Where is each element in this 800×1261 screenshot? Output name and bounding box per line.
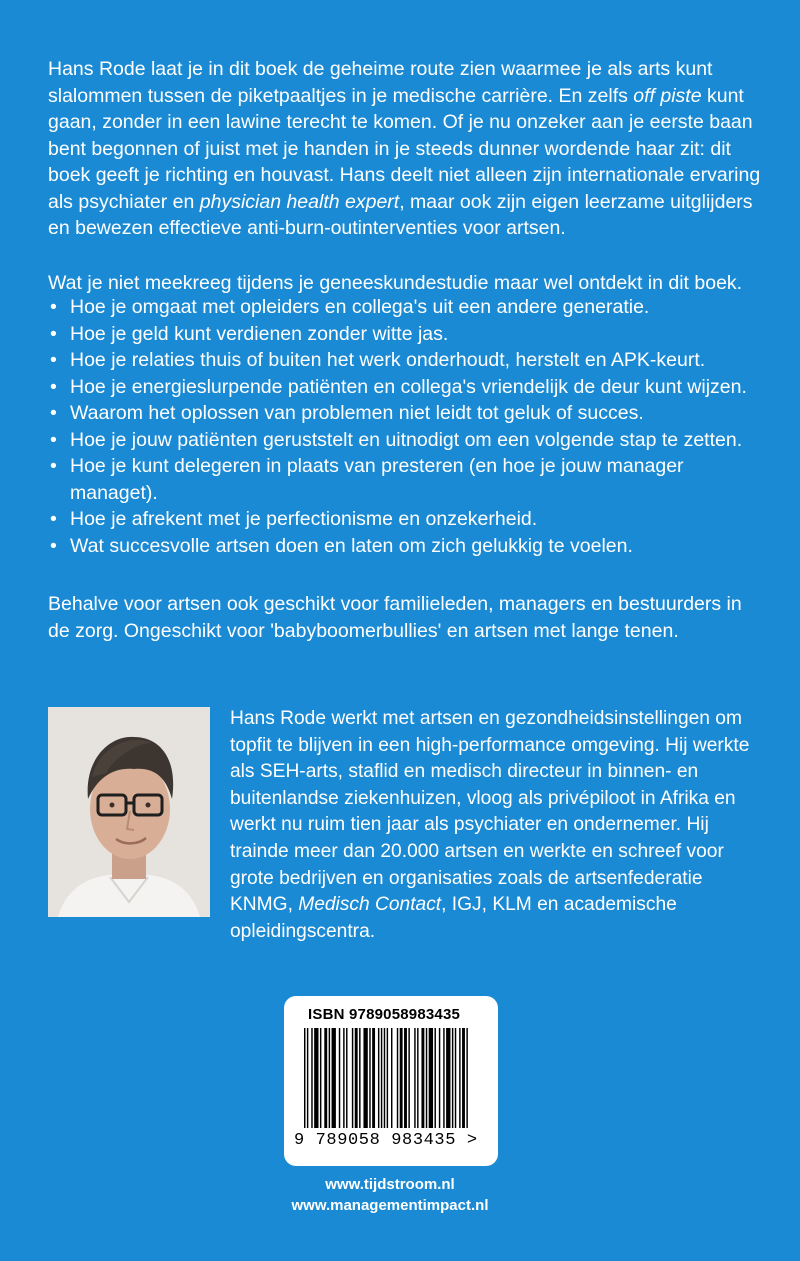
benefits-list (48, 294, 764, 559)
barcode-bars (304, 1028, 478, 1128)
list-item: • Hoe je omgaat met opleiders en collega's uit een andere generatie. (48, 294, 764, 321)
barcode-bar (462, 1028, 465, 1128)
barcode-bar (311, 1028, 312, 1128)
barcode-bar (435, 1028, 436, 1128)
intro-italic-1: off piste (633, 84, 702, 107)
barcode-bar (443, 1028, 444, 1128)
url-managementimpact[interactable]: www.managementimpact.nl (291, 1197, 489, 1214)
barcode-bar (320, 1028, 321, 1128)
barcode-bar (397, 1028, 398, 1128)
list-item: • Hoe je jouw patiënten geruststelt en uitnodigt om een volgende stap te zetten. (48, 427, 764, 454)
isbn-barcode (284, 996, 498, 1166)
barcode-bar (408, 1028, 409, 1128)
barcode-bar (446, 1028, 450, 1128)
intro-italic-2: physician health expert (199, 190, 400, 213)
intro-text-1: Hans Rode laat je in dit boek de geheime route zien waarmee je als arts kunt slalommen tussen de piketpaaltjes in je medische carrière. En zelfs (48, 58, 713, 107)
bio-text-2: , IGJ, KLM en academische opleidingscentra. (230, 894, 677, 942)
barcode-bar (352, 1028, 353, 1128)
barcode-bar (455, 1028, 456, 1128)
barcode-bar (387, 1028, 388, 1128)
barcode-bar (400, 1028, 403, 1128)
list-item: • Hoe je afrekent met je perfectionisme en onzekerheid. (48, 506, 764, 533)
author-photo (48, 707, 210, 917)
barcode-bar (439, 1028, 440, 1128)
url-tijdstroom[interactable]: www.tijdstroom.nl (325, 1176, 455, 1193)
isbn-label: ISBN 9789058983435 (308, 1006, 461, 1023)
barcode-bar (324, 1028, 327, 1128)
barcode-bar (384, 1028, 385, 1128)
barcode-bar (391, 1028, 392, 1128)
barcode-bar (304, 1028, 305, 1128)
intro-paragraph (48, 56, 764, 242)
barcode-bar (355, 1028, 358, 1128)
website-links (0, 1174, 780, 1216)
barcode-bar (346, 1028, 347, 1128)
barcode-bar (307, 1028, 308, 1128)
barcode-bar (329, 1028, 330, 1128)
barcode-bar (414, 1028, 415, 1128)
barcode-bar (359, 1028, 360, 1128)
bio-text-1: Hans Rode werkt met artsen en gezondheidsinstellingen om topfit te blijven in een high-performance omgeving. Hij werkte als SEH-arts, staflid en medisch directeur in binnen- en buitenlandse ziekenhuizen, vloog als privépiloot in Afrika en werkt nu ruim tien jaar als psychiater en ondernemer. Hij trainde meer dan 20.000 artsen en werkte en schreef voor grote bedrijven en organisaties zoals de artsenfederatie KNMG, (230, 708, 750, 916)
intro-text-3: , maar ook zijn eigen leerzame uitglijders en bewezen effectieve anti-burn-outinterventies voor artsen. (48, 190, 753, 239)
barcode-bar (343, 1028, 344, 1128)
list-item: • Hoe je kunt delegeren in plaats van presteren (en hoe je jouw manager managet). (48, 453, 764, 506)
barcode-bar (452, 1028, 453, 1128)
list-item: • Hoe je relaties thuis of buiten het werk onderhoudt, herstelt en APK-keurt. (48, 347, 764, 374)
barcode-bar (314, 1028, 318, 1128)
author-portrait-icon (48, 707, 210, 917)
barcode-bar (466, 1028, 467, 1128)
list-item: • Hoe je geld kunt verdienen zonder witte jas. (48, 321, 764, 348)
barcode-bar (429, 1028, 433, 1128)
barcode-bar (369, 1028, 370, 1128)
list-item: • Wat succesvolle artsen doen en laten om zich gelukkig te voelen. (48, 533, 764, 560)
barcode-bar (426, 1028, 427, 1128)
barcode-digits: 9 789058 983435 > (294, 1131, 478, 1150)
list-item: • Hoe je energieslurpende patiënten en collega's vriendelijk de deur kunt wijzen. (48, 374, 764, 401)
author-bio (230, 706, 770, 945)
barcode-bar (378, 1028, 379, 1128)
barcode-bar (339, 1028, 340, 1128)
barcode-bar (372, 1028, 375, 1128)
bio-italic: Medisch Contact (298, 894, 442, 916)
intro-text-2: kunt gaan, zonder in een lawine terecht te komen. Of je nu onzeker aan je eerste baan bent begonnen of juist met je handen in je steeds dunner wordende haar zit: dit boek geeft je richting en houvast. Hans deelt niet alleen zijn internationale ervaring als psychiater en (48, 84, 761, 213)
barcode-bar (421, 1028, 424, 1128)
barcode-bar (459, 1028, 460, 1128)
barcode-bar (381, 1028, 382, 1128)
list-item: • Waarom het oplossen van problemen niet leidt tot geluk of succes. (48, 400, 764, 427)
barcode-bar (363, 1028, 367, 1128)
barcode-bar (332, 1028, 336, 1128)
barcode-bar (417, 1028, 418, 1128)
list-lead: Wat je niet meekreeg tijdens je geneeskundestudie maar wel ontdekt in dit boek. (48, 272, 743, 294)
closing-paragraph: Behalve voor artsen ook geschikt voor familieleden, managers en bestuurders in de zorg. Ongeschikt voor 'babyboomerbullies' en artsen met lange tenen. (48, 593, 742, 642)
barcode-bar (404, 1028, 407, 1128)
